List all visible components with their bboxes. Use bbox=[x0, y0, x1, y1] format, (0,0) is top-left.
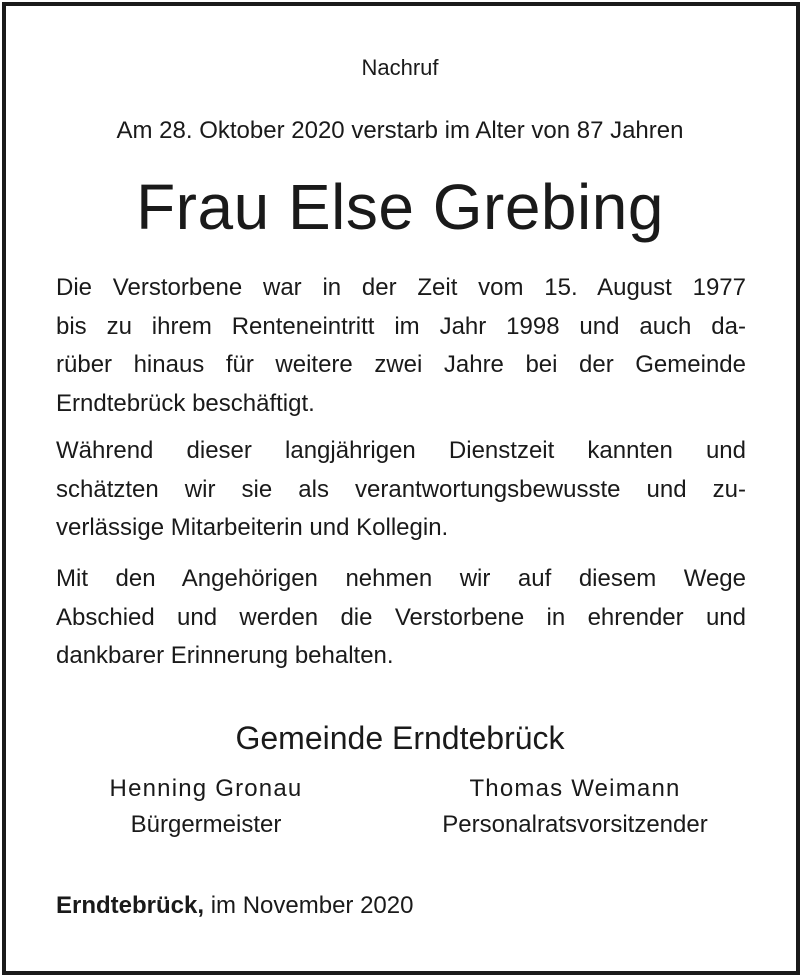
paragraph-line: Mit den Angehörigen nehmen wir auf diesem Wege bbox=[56, 565, 746, 592]
place: Erndtebrück, bbox=[56, 892, 205, 919]
paragraph-farewell bbox=[56, 560, 746, 676]
signatory-name: Thomas Weimann bbox=[469, 775, 681, 802]
signatory-name: Henning Gronau bbox=[109, 775, 303, 802]
organization-name: Gemeinde Erndtebrück bbox=[235, 720, 565, 756]
signatory-title: Bürgermeister bbox=[130, 811, 282, 838]
notice-heading: Nachruf bbox=[361, 55, 439, 80]
paragraph-line: Abschied und werden die Verstorbene in ehrender und bbox=[56, 603, 746, 631]
paragraph-line: schätzten wir sie als verantwortungsbewusste und zu- bbox=[56, 475, 746, 503]
paragraph-line: rüber hinaus für weitere zwei Jahre bei der Gemeinde bbox=[56, 351, 746, 378]
signature-mayor bbox=[90, 771, 322, 843]
signature-staff-council bbox=[414, 771, 736, 843]
paragraph-appreciation bbox=[56, 432, 746, 548]
paragraph-line: dankbarer Erinnerung behalten. bbox=[56, 642, 394, 669]
paragraph-employment bbox=[56, 269, 746, 423]
deceased-name: Frau Else Grebing bbox=[136, 171, 664, 243]
paragraph-line: verlässige Mitarbeiterin und Kollegin. bbox=[56, 514, 449, 541]
paragraph-line: Die Verstorbene war in der Zeit vom 15. August 1977 bbox=[56, 274, 746, 301]
paragraph-line: bis zu ihrem Renteneintritt im Jahr 1998 und auch da- bbox=[56, 312, 746, 340]
notice-intro: Am 28. Oktober 2020 verstarb im Alter von 87 Jahren bbox=[116, 117, 684, 144]
date: im November 2020 bbox=[210, 892, 414, 919]
signatory-title: Personalratsvorsitzender bbox=[442, 811, 708, 838]
paragraph-line: Während dieser langjährigen Dienstzeit kannten und bbox=[56, 437, 746, 464]
paragraph-line: Erndtebrück beschäftigt. bbox=[56, 389, 315, 417]
place-date-line bbox=[56, 892, 413, 920]
